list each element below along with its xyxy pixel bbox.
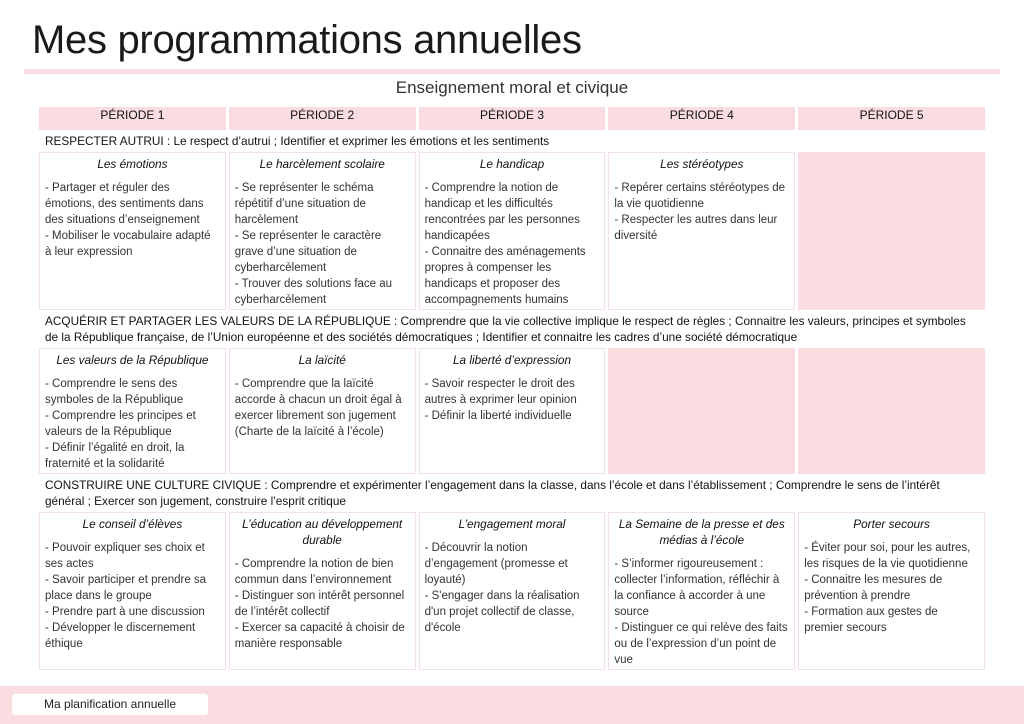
section-heading-row (39, 133, 985, 149)
cell-title: L’éducation au développement durable (242, 517, 403, 547)
cell-body: - Partager et réguler des émotions, des sentiments dans des situations d’enseignement - Mobiliser le vocabulaire adapté à leur expression (45, 182, 211, 258)
cell-title: Les stéréotypes (660, 157, 744, 171)
period-cell (39, 152, 226, 310)
cell-title: Le conseil d’élèves (82, 517, 183, 531)
cell-body: - Comprendre la notion de handicap et les difficultés rencontrées par les personnes handicapées - Connaitre des aménagements propres à compenser les handicaps et proposer des accompagnements humains (424, 182, 586, 306)
section-heading: CONSTRUIRE UNE CULTURE CIVIQUE : Comprendre et expérimenter l’engagement dans la classe, dans l’école et dans l’établissement ; Comprendre le sens de l’intérêt général ; Exercer son jugement, construire l’esprit critique (39, 477, 985, 509)
section-heading-row (39, 313, 985, 345)
cell-body: - Découvrir la notion d’engagement (promesse et loyauté) - S'engager dans la réalisation d'un projet collectif de classe, d'école (424, 542, 580, 634)
cell-title: Le harcèlement scolaire (259, 157, 385, 171)
footer-label: Ma planification annuelle (12, 694, 208, 715)
period-header: PÉRIODE 2 (229, 107, 416, 130)
cell-title: L’engagement moral (458, 517, 566, 531)
page-subtitle: Enseignement moral et civique (395, 78, 629, 97)
period-cell (419, 512, 606, 670)
cell-title: Les valeurs de la République (56, 353, 209, 367)
period-cell (229, 348, 416, 474)
period-cell (608, 512, 795, 670)
cell-title: La liberté d’expression (452, 353, 572, 367)
period-header: PÉRIODE 5 (798, 107, 985, 130)
period-header: PÉRIODE 3 (419, 107, 606, 130)
cell-body: - Se représenter le schéma répétitif d’une situation de harcèlement - Se représenter le caractère grave d’une situation de cyberharcèlement - Trouver des solutions face au cyberharcèlement (234, 182, 393, 306)
period-cell (419, 152, 606, 310)
period-header: PÉRIODE 1 (39, 107, 226, 130)
title-underline (24, 69, 1000, 74)
cell-body: - Comprendre que la laïcité accorde à chacun un droit égal à exercer librement son jugement (Charte de la laïcité à l’école) (234, 378, 402, 438)
cell-body: - Repérer certains stéréotypes de la vie quotidienne - Respecter les autres dans leur diversité (614, 182, 786, 242)
period-cell (419, 348, 606, 474)
period-header-row (39, 107, 985, 130)
cell-body: - Éviter pour soi, pour les autres, les risques de la vie quotidienne - Connaitre les mesures de prévention à prendre - Formation aux gestes de premier secours (804, 542, 971, 634)
cell-body: - Comprendre la notion de bien commun dans l’environnement - Distinguer son intérêt personnel de l’intérêt collectif - Exercer sa capacité à choisir de manière responsable (234, 558, 405, 650)
cell-title: Les émotions (97, 157, 168, 171)
empty-cell (798, 152, 985, 310)
period-cell (798, 512, 985, 670)
cell-title: Porter secours (853, 517, 930, 531)
period-cell (39, 512, 226, 670)
section-content-row (39, 152, 985, 310)
section-heading-row (39, 477, 985, 509)
cell-title: Le handicap (479, 157, 545, 171)
section-heading: ACQUÉRIR ET PARTAGER LES VALEURS DE LA RÉPUBLIQUE : Comprendre que la vie collective implique le respect de règles ; Connaitre les valeurs, principes et symboles de la République française, de l’Union européenne et des sociétés démocratiques ; Identifier et connaitre les cadres d’une société démocratique (39, 313, 985, 345)
section-heading: RESPECTER AUTRUI : Le respect d’autrui ; Identifier et exprimer les émotions et les sentiments (39, 133, 985, 149)
period-cell (229, 152, 416, 310)
cell-body: - Savoir respecter le droit des autres à exprimer leur opinion - Définir la liberté individuelle (424, 378, 577, 422)
page-title: Mes programmations annuelles (32, 18, 582, 62)
cell-title: La laïcité (298, 353, 346, 367)
empty-cell (798, 348, 985, 474)
period-header: PÉRIODE 4 (608, 107, 795, 130)
programming-table (36, 104, 988, 673)
period-cell (39, 348, 226, 474)
empty-cell (608, 348, 795, 474)
section-content-row (39, 512, 985, 670)
cell-body: - Pouvoir expliquer ses choix et ses actes - Savoir participer et prendre sa place dans le groupe - Prendre part à une discussion - Développer le discernement éthique (45, 542, 207, 650)
cell-body: - S’informer rigoureusement : collecter l’information, réfléchir à la confiance à accorder à une source - Distinguer ce qui relève des faits ou de l’expression d’un point de vue (614, 558, 788, 666)
cell-body: - Comprendre le sens des symboles de la République - Comprendre les principes et valeurs de la République - Définir l’égalité en droit, la fraternité et la solidarité (45, 378, 196, 470)
period-cell (229, 512, 416, 670)
section-content-row (39, 348, 985, 474)
period-cell (608, 152, 795, 310)
cell-title: La Semaine de la presse et des médias à l’école (618, 517, 785, 547)
